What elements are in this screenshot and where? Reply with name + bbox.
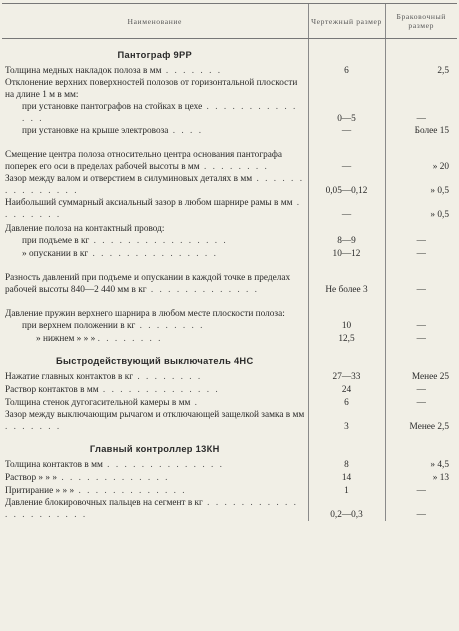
item-name-cell bbox=[2, 332, 308, 345]
item-name: Зазор между выключающим рычагом и отключающей защелкой замка в мм bbox=[5, 410, 305, 421]
section-title: Пантограф 9РР bbox=[117, 49, 192, 60]
table-row bbox=[2, 383, 457, 396]
leader-dots: . bbox=[190, 397, 199, 408]
item-name-cell bbox=[2, 197, 308, 221]
table-row bbox=[2, 497, 457, 521]
reject-size-value: 2,5 bbox=[385, 63, 457, 77]
item-name: Разность давлений при подъеме и опускании в каждой точке в пределах рабочей высоты 840—2 440 мм в кг bbox=[5, 273, 291, 295]
leader-dots: . . . . . . . bbox=[5, 421, 62, 432]
table-row bbox=[2, 221, 457, 235]
item-name-cell bbox=[2, 77, 308, 101]
drawing-size-value: 6 bbox=[308, 396, 385, 409]
reject-size-value: — bbox=[385, 235, 457, 247]
drawing-size-value bbox=[308, 221, 385, 235]
leader-dots: . . . . . . . . bbox=[199, 161, 269, 172]
item-name-cell bbox=[2, 137, 308, 173]
item-name: Раствор » » » bbox=[5, 472, 58, 483]
reject-size-value: Менее 25 bbox=[385, 369, 457, 383]
reject-size-value: Менее 2,5 bbox=[385, 409, 457, 433]
item-name: Притирание » » » bbox=[5, 485, 75, 496]
item-name-cell bbox=[2, 125, 308, 137]
item-name: » опускании в кг bbox=[22, 248, 89, 259]
reject-size-value: » 13 bbox=[385, 471, 457, 484]
item-name: при подъеме в кг bbox=[22, 235, 90, 246]
item-name-cell bbox=[2, 457, 308, 471]
item-name-cell bbox=[2, 221, 308, 235]
table-header-row bbox=[2, 4, 457, 39]
leader-dots: . . . . . . . . . . . . . . . bbox=[88, 248, 218, 259]
reject-size-value: — bbox=[385, 484, 457, 497]
reject-size-value: » 20 bbox=[385, 137, 457, 173]
reject-size-value: » 0,5 bbox=[385, 197, 457, 221]
section-row bbox=[2, 433, 457, 457]
reject-size-value bbox=[385, 296, 457, 320]
drawing-size-value: 1 bbox=[308, 484, 385, 497]
drawing-size-value: 10—12 bbox=[308, 247, 385, 260]
table-row bbox=[2, 296, 457, 320]
table-row bbox=[2, 320, 457, 332]
table-row bbox=[2, 484, 457, 497]
table-row bbox=[2, 125, 457, 137]
item-name: Наибольший суммарный аксиальный зазор в любом шарнире рамы в мм bbox=[5, 198, 293, 209]
leader-dots: . . . . . . . . bbox=[97, 333, 163, 344]
drawing-size-value: 8 bbox=[308, 457, 385, 471]
section-row bbox=[2, 39, 457, 64]
item-name-cell bbox=[2, 396, 308, 409]
table-row bbox=[2, 63, 457, 77]
drawing-size-value: — bbox=[308, 125, 385, 137]
leader-dots: . . . . . . . . bbox=[135, 320, 205, 331]
header-reject-size: Браковочный размер bbox=[385, 4, 457, 39]
table-row bbox=[2, 396, 457, 409]
item-name: Раствор контактов в мм bbox=[5, 384, 99, 395]
empty-cell bbox=[385, 39, 457, 64]
item-name-cell bbox=[2, 471, 308, 484]
item-name-cell bbox=[2, 247, 308, 260]
empty-cell bbox=[385, 345, 457, 369]
leader-dots: . . . . . . . . . . . . . . . . bbox=[89, 235, 228, 246]
drawing-size-value: 14 bbox=[308, 471, 385, 484]
item-name: Смещение центра полоза относительно центра основания пантографа поперек его оси в пределах рабочей высоты в мм bbox=[5, 150, 283, 172]
drawing-size-value: 3 bbox=[308, 409, 385, 433]
empty-cell bbox=[385, 433, 457, 457]
drawing-size-value: 24 bbox=[308, 383, 385, 396]
reject-size-value: — bbox=[385, 383, 457, 396]
drawing-size-value: — bbox=[308, 137, 385, 173]
item-name-cell bbox=[2, 296, 308, 320]
drawing-size-value: — bbox=[308, 197, 385, 221]
drawing-size-value: 0,2—0,3 bbox=[308, 497, 385, 521]
reject-size-value: — bbox=[385, 320, 457, 332]
leader-dots: . . . . . . . . . . . . . . . bbox=[5, 174, 305, 196]
leader-dots: . . . . . . . . . . . . . . bbox=[98, 384, 220, 395]
table-row bbox=[2, 471, 457, 484]
leader-dots: . . . . . . . . . . . . . . bbox=[102, 459, 224, 470]
table-row bbox=[2, 247, 457, 260]
item-name-cell bbox=[2, 409, 308, 433]
reject-size-value: » 0,5 bbox=[385, 173, 457, 197]
item-name: Толщина стенок дугогасительной камеры в мм bbox=[5, 397, 191, 408]
table-row bbox=[2, 235, 457, 247]
section-row bbox=[2, 345, 457, 369]
item-name-cell bbox=[2, 369, 308, 383]
drawing-size-value: 0,05—0,12 bbox=[308, 173, 385, 197]
empty-cell bbox=[308, 39, 385, 64]
item-name: » нижнем » » » bbox=[36, 333, 98, 344]
item-name: при установке на крыше электровоза bbox=[22, 125, 169, 136]
drawing-size-value bbox=[308, 77, 385, 101]
item-name-cell bbox=[2, 235, 308, 247]
drawing-size-value: Не более 3 bbox=[308, 260, 385, 296]
item-name: Давление блокировочных пальцев на сегмент в кг bbox=[5, 498, 203, 509]
drawing-size-value: 10 bbox=[308, 320, 385, 332]
reject-size-value: — bbox=[385, 497, 457, 521]
section-title: Главный контроллер 13КН bbox=[89, 443, 220, 454]
table-row bbox=[2, 197, 457, 221]
drawing-size-value: 27—33 bbox=[308, 369, 385, 383]
item-name-cell bbox=[2, 101, 308, 125]
item-name-cell bbox=[2, 173, 308, 197]
item-name: при верхнем положении в кг bbox=[22, 320, 136, 331]
leader-dots: . . . . . . . bbox=[161, 65, 223, 76]
reject-size-value: — bbox=[385, 247, 457, 260]
drawing-size-value: 12,5 bbox=[308, 332, 385, 345]
item-name-cell bbox=[2, 484, 308, 497]
table-row bbox=[2, 409, 457, 433]
leader-dots: . . . . . . . . . . . . . . . . . . . . . bbox=[5, 498, 298, 520]
table-row bbox=[2, 137, 457, 173]
reject-size-value: — bbox=[385, 396, 457, 409]
table-row bbox=[2, 101, 457, 125]
empty-cell bbox=[308, 345, 385, 369]
specification-table bbox=[2, 3, 457, 521]
reject-size-value: Более 15 bbox=[385, 125, 457, 137]
item-name: Толщина медных накладок полоза в мм bbox=[5, 65, 162, 76]
leader-dots: . . . . . . . . bbox=[133, 371, 203, 382]
leader-dots: . . . . . . . . . . . . . . bbox=[22, 102, 298, 124]
leader-dots: . . . . . . . . . . . . . bbox=[146, 284, 259, 295]
reject-size-value bbox=[385, 221, 457, 235]
item-name-cell bbox=[2, 260, 308, 296]
reject-size-value: — bbox=[385, 101, 457, 125]
table-row bbox=[2, 260, 457, 296]
reject-size-value: — bbox=[385, 260, 457, 296]
reject-size-value bbox=[385, 77, 457, 101]
leader-dots: . . . . bbox=[168, 125, 204, 136]
table-row bbox=[2, 173, 457, 197]
header-name: Наименование bbox=[2, 4, 308, 39]
leader-dots: . . . . . . . . . . . . . bbox=[74, 485, 187, 496]
section-title: Быстродействующий выключатель 4НС bbox=[56, 355, 254, 366]
item-name-cell bbox=[2, 383, 308, 396]
item-name: Зазор между валом и отверстием в силуминовых деталях в мм bbox=[5, 174, 253, 185]
leader-dots: . . . . . . . . . . . . . bbox=[57, 472, 170, 483]
leader-dots: . . . . . . . . bbox=[5, 198, 302, 220]
table-row bbox=[2, 369, 457, 383]
item-name-cell bbox=[2, 497, 308, 521]
drawing-size-value: 8—9 bbox=[308, 235, 385, 247]
drawing-size-value: 0—5 bbox=[308, 101, 385, 125]
item-name-cell bbox=[2, 63, 308, 77]
table-body bbox=[2, 39, 457, 522]
item-name: Отклонение верхних поверхностей полозов от горизонтальной плоскости на длине 1 м в мм: bbox=[5, 78, 298, 100]
table-row bbox=[2, 77, 457, 101]
drawing-size-value: 6 bbox=[308, 63, 385, 77]
empty-cell bbox=[308, 433, 385, 457]
item-name: Нажатие главных контактов в кг bbox=[5, 371, 134, 382]
reject-size-value: » 4,5 bbox=[385, 457, 457, 471]
table-row bbox=[2, 332, 457, 345]
item-name: Давление пружин верхнего шарнира в любом месте плоскости полоза: bbox=[5, 308, 285, 319]
table-row bbox=[2, 457, 457, 471]
item-name: Толщина контактов в мм bbox=[5, 459, 103, 470]
item-name-cell bbox=[2, 320, 308, 332]
item-name: Давление полоза на контактный провод: bbox=[5, 223, 165, 234]
reject-size-value: — bbox=[385, 332, 457, 345]
item-name: при установке пантографов на стойках в цехе bbox=[22, 102, 203, 113]
header-drawing-size: Чертежный размер bbox=[308, 4, 385, 39]
drawing-size-value bbox=[308, 296, 385, 320]
